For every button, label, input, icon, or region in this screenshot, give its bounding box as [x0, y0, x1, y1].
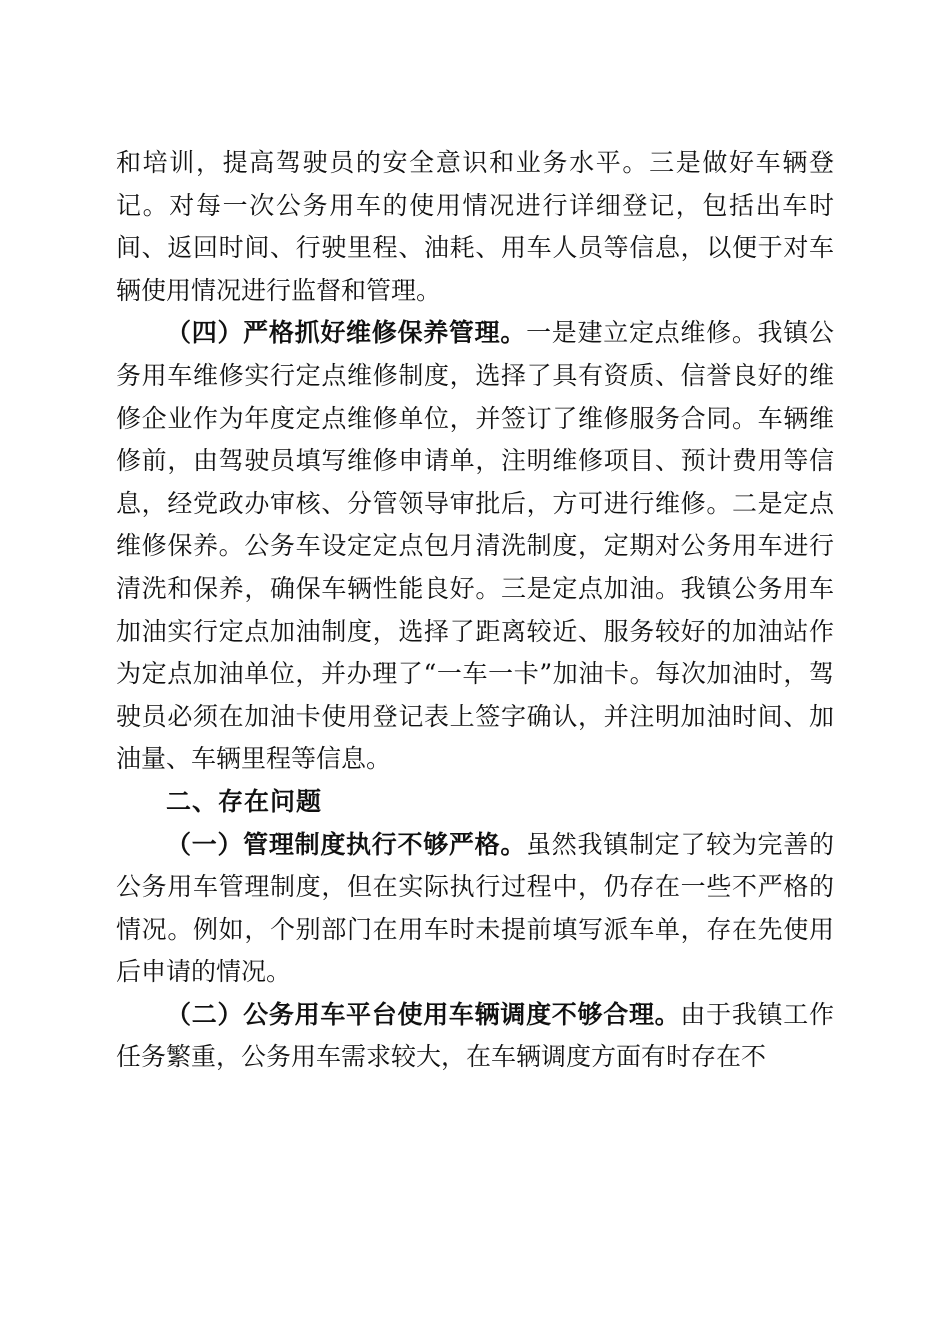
- section-heading-problems: 二、存在问题: [166, 786, 323, 816]
- paragraph-issue-two-lead: （二）公务用车平台使用车辆调度不够合理。: [166, 999, 681, 1029]
- paragraph-maintenance-text: 一是建立定点维修。我镇公务用车维修实行定点维修制度，选择了具有资质、信誉良好的维修企业作为年度定点维修单位，并签订了维修服务合同。车辆维修前，由驾驶员填写维修申请单，注明维修项目、预计费用等信息，经党政办审核、分管领导审批后，方可进行维修。二是定点维修保养。公务车设定定点包月清洗制度，定期对公务用车进行清洗和保养，确保车辆性能良好。三是定点加油。我镇公务用车加油实行定点加油制度，选择了距离较近、服务较好的加油站作为定点加油单位，并办理了“一车一卡”加油卡。每次加油时，驾驶员必须在加油卡使用登记表上签字确认，并注明加油时间、加油量、车辆里程等信息。: [116, 318, 834, 774]
- paragraph-continuation-text: 和培训，提高驾驶员的安全意识和业务水平。三是做好车辆登记。对每一次公务用车的使用情况进行详细登记，包括出车时间、返回时间、行驶里程、油耗、用车人员等信息，以便于对车辆使用情况进行监督和管理。: [116, 148, 834, 305]
- paragraph-issue-two: [116, 994, 834, 1079]
- paragraph-issue-one: [116, 824, 834, 994]
- paragraph-maintenance-lead: （四）严格抓好维修保养管理。: [166, 318, 527, 348]
- paragraph-issue-one-lead: （一）管理制度执行不够严格。: [166, 829, 527, 859]
- document-body: [116, 142, 834, 1079]
- paragraph-issue-two-text: 由于我镇工作任务繁重，公务用车需求较大，在车辆调度方面有时存在不: [116, 999, 834, 1072]
- paragraph-issue-one-text: 虽然我镇制定了较为完善的公务用车管理制度，但在实际执行过程中，仍存在一些不严格的情况。例如，个别部门在用车时未提前填写派车单，存在先使用后申请的情况。: [116, 829, 834, 987]
- paragraph-continuation: [116, 142, 834, 312]
- paragraph-maintenance-management: [116, 312, 834, 781]
